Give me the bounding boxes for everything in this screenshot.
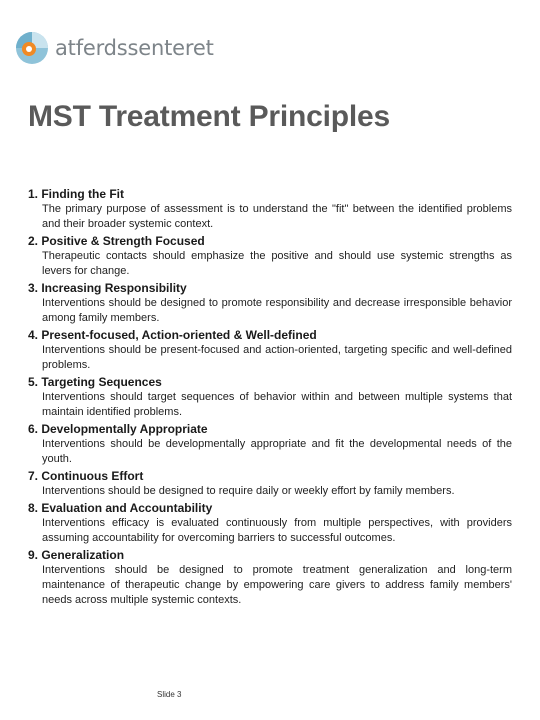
principle-heading: 7. Continuous Effort xyxy=(28,469,144,483)
logo-wordmark: atferdssenteret xyxy=(55,36,214,60)
principle-description: Interventions efficacy is evaluated continuously from multiple perspectives, with providers assuming accountability for overcoming barriers to successful outcomes. xyxy=(42,517,512,544)
slide-number: Slide 3 xyxy=(157,690,182,699)
principle-heading: 1. Finding the Fit xyxy=(28,187,124,201)
page-title: MST Treatment Principles xyxy=(28,100,390,133)
principle-heading: 4. Present-focused, Action-oriented & Well-defined xyxy=(28,328,317,342)
principle-heading: 2. Positive & Strength Focused xyxy=(28,234,205,248)
principle-heading: 9. Generalization xyxy=(28,548,125,562)
principle-item xyxy=(28,233,512,280)
principles-list xyxy=(28,186,512,609)
principle-item xyxy=(28,421,512,468)
principle-item xyxy=(28,280,512,327)
circular-logo-icon xyxy=(14,30,50,66)
principle-description: Interventions should be designed to promote responsibility and decrease irresponsible behavior among family members. xyxy=(42,297,512,324)
principle-heading: 5. Targeting Sequences xyxy=(28,375,162,389)
principle-description: Therapeutic contacts should emphasize the positive and should use systemic strengths as levers for change. xyxy=(42,250,512,277)
principle-description: Interventions should be designed to require daily or weekly effort by family members. xyxy=(42,485,455,497)
principle-description: Interventions should be developmentally appropriate and fit the developmental needs of the youth. xyxy=(42,438,512,465)
principle-description: Interventions should be designed to promote treatment generalization and long-term maintenance of therapeutic change by empowering care givers to address family members' needs across multiple systemic contexts. xyxy=(42,564,512,606)
principle-heading: 6. Developmentally Appropriate xyxy=(28,422,208,436)
brand-logo xyxy=(14,30,214,66)
principle-item xyxy=(28,186,512,233)
principle-item xyxy=(28,500,512,547)
principle-description: Interventions should be present-focused and action-oriented, targeting specific and well-defined problems. xyxy=(42,344,512,371)
principle-heading: 3. Increasing Responsibility xyxy=(28,281,187,295)
principle-heading: 8. Evaluation and Accountability xyxy=(28,501,213,515)
principle-item xyxy=(28,547,512,609)
principle-item xyxy=(28,327,512,374)
principle-description: The primary purpose of assessment is to understand the "fit" between the identified problems and their broader systemic context. xyxy=(42,203,512,230)
principle-description: Interventions should target sequences of behavior within and between multiple systems that maintain identified problems. xyxy=(42,391,512,418)
principle-item xyxy=(28,468,512,500)
principle-item xyxy=(28,374,512,421)
